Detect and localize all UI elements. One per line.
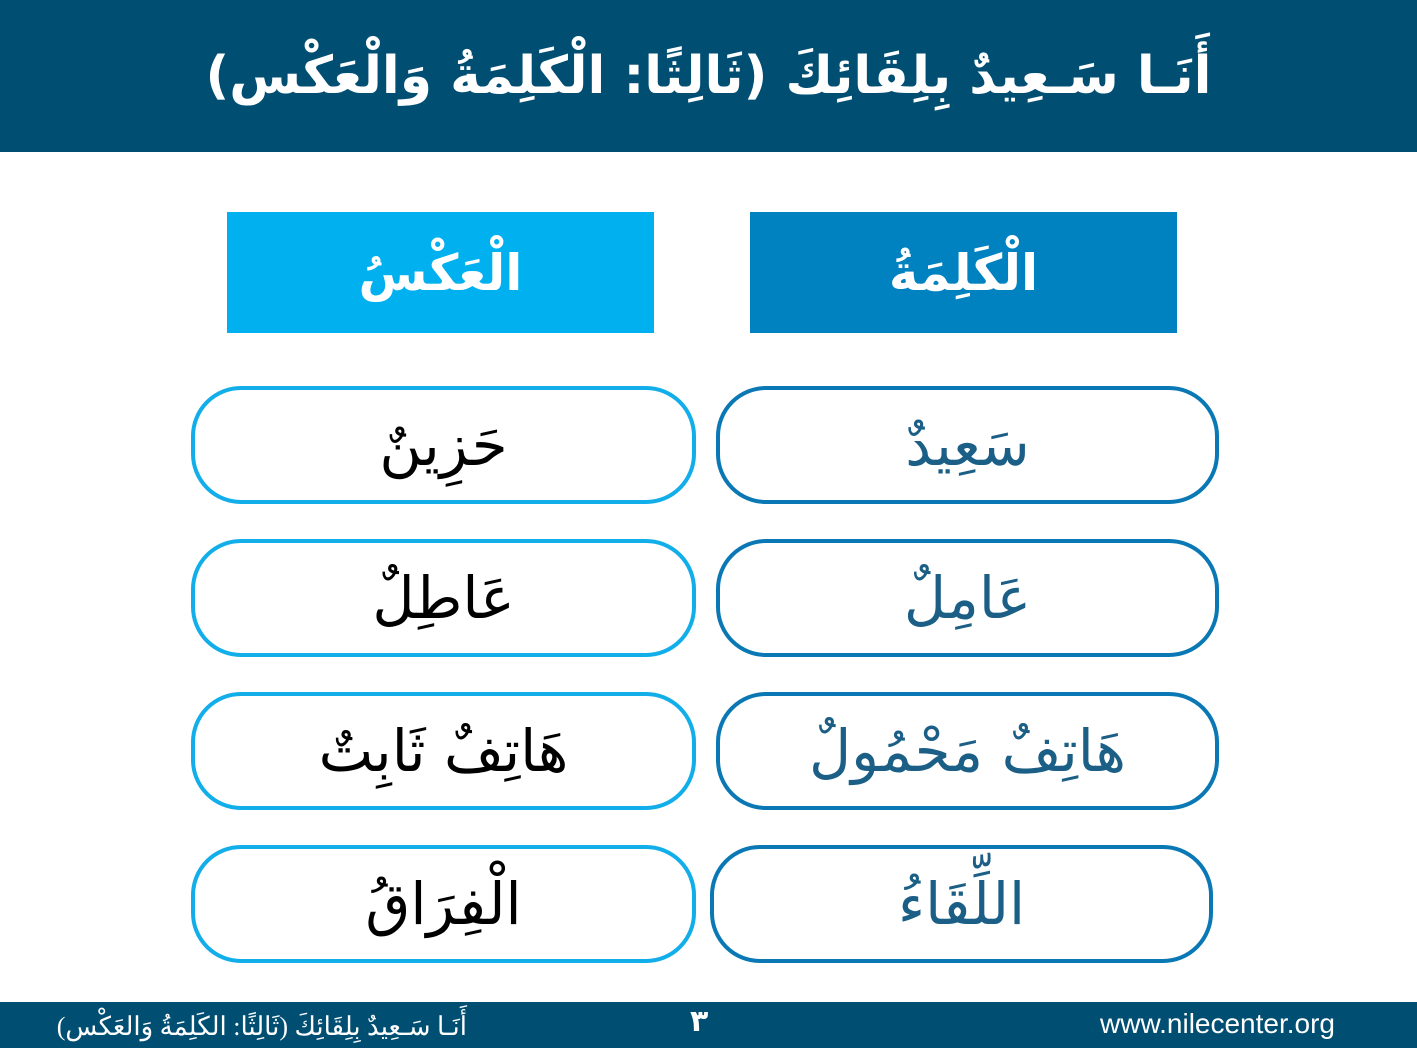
footer-title: أَنَـا سَـعِيدٌ بِلِقَائِكَ (ثَالِثًا: الكَلِمَةُ وَالعَكْس) [56,1012,467,1041]
page-number: ٣ [690,1004,709,1039]
word-card: اللِّقَاءُ [710,845,1213,963]
page-title: أَنَـا سَـعِيدٌ بِلِقَائِكَ (ثَالِثًا: الْكَلِمَةُ وَالْعَكْس) [205,46,1212,106]
column-header-word: الْكَلِمَةُ [750,212,1177,333]
opposite-card: هَاتِفٌ ثَابِتٌ [191,692,696,810]
website-link[interactable]: www.nilecenter.org [1100,1008,1336,1039]
opposite-card: حَزِينٌ [191,386,696,504]
title-bar [0,0,1417,152]
word-card: عَامِلٌ [716,539,1219,657]
footer-bar [0,1002,1417,1048]
opposite-card: الْفِرَاقُ [191,845,696,963]
word-card: سَعِيدٌ [716,386,1219,504]
column-header-opposite: الْعَكْسُ [227,212,654,333]
word-card: هَاتِفٌ مَحْمُولٌ [716,692,1219,810]
opposite-card: عَاطِلٌ [191,539,696,657]
